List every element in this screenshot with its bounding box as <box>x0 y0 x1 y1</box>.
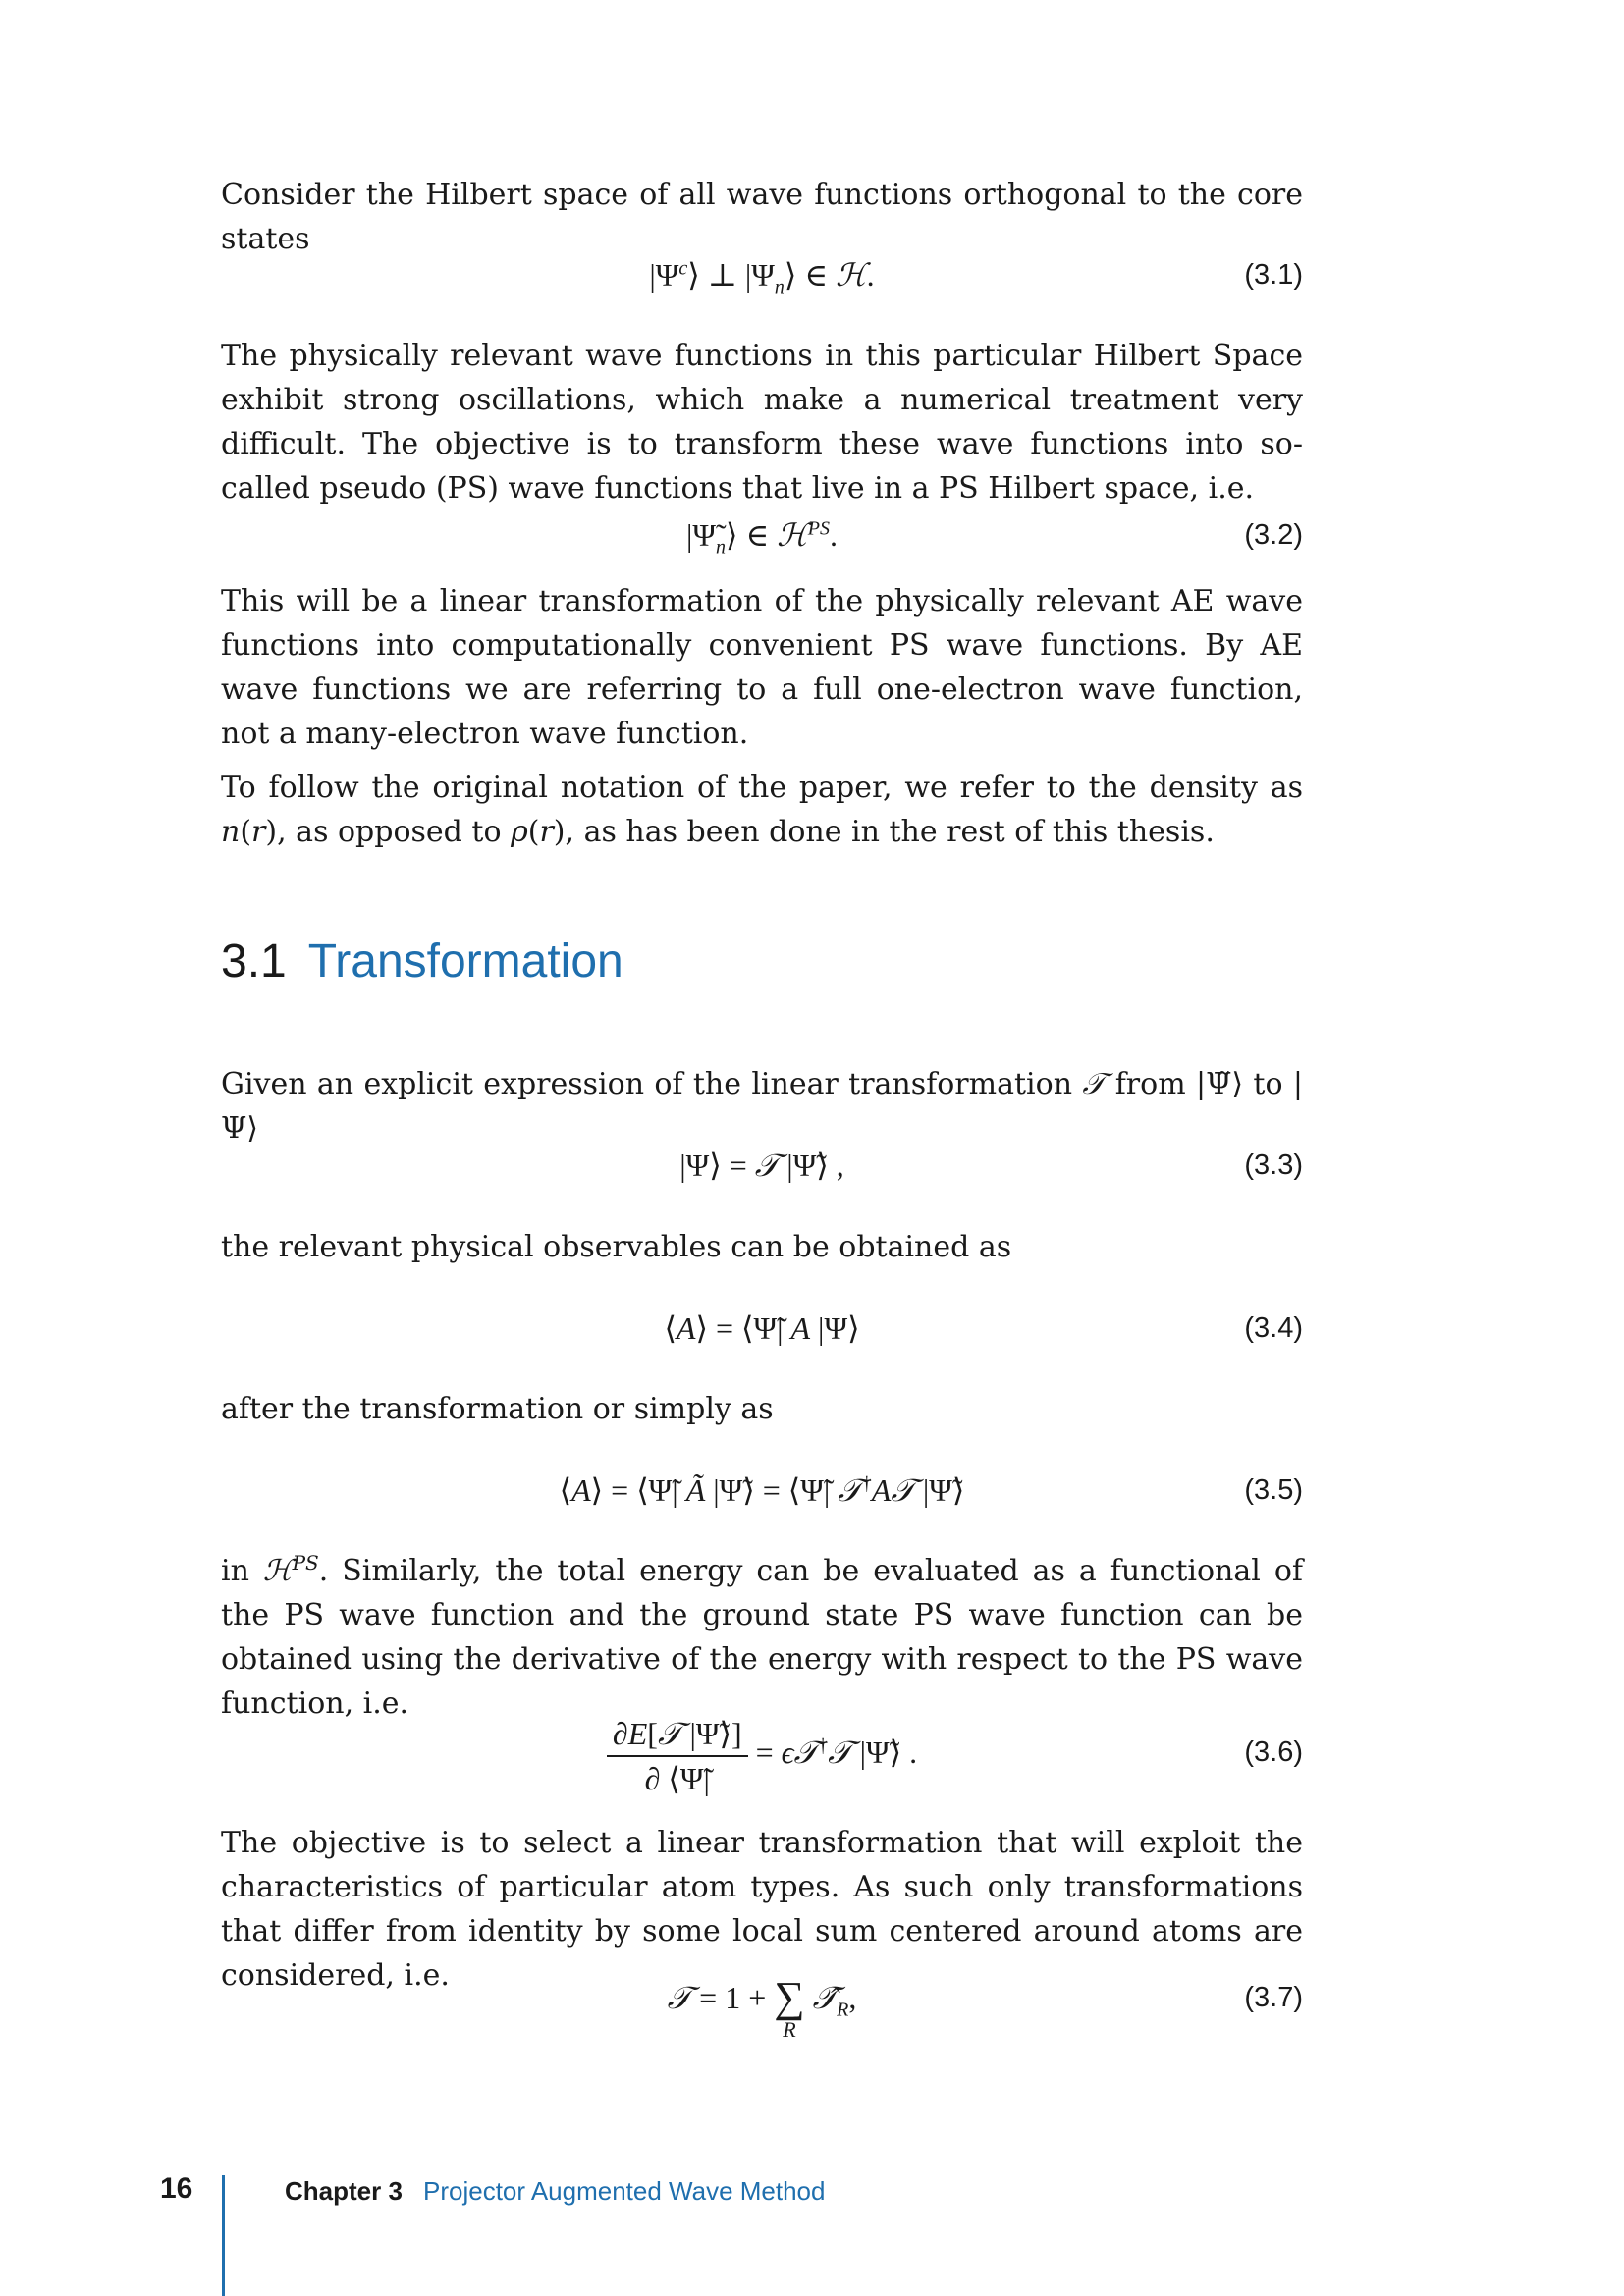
equation-3-6 <box>221 1698 1303 1806</box>
given-text-2: from <box>1114 1067 1186 1101</box>
paragraph-objective: The objective is to select a linear transformation that will exploit the characteristics of particular atom types. As such only transformations that differ from identity by some local sum centered around atoms are considered, i.e. <box>221 1826 1303 1993</box>
equation-3-4-number: (3.4) <box>1244 1312 1303 1344</box>
given-text-3: to <box>1253 1067 1283 1101</box>
paragraph-linear-transformation: This will be a linear transformation of the physically relevant AE wave functions into computationally convenient PS wave functions. By AE wave functions we are referring to a full one-electron wave function, not a many-electron wave function. <box>221 584 1303 751</box>
equation-3-6-math: $\frac{\text{∂E[𝒯 |Ψ̃⟩]}}{\partial ⟨\Psĩ|}$ = ϵ𝒯†𝒯 |Ψ̃⟩ . <box>221 1698 1303 1806</box>
density-n-symbol: n <box>221 815 241 849</box>
paragraph-total-energy: in ℋ$^{PS}$. Similarly, the total energy can be evaluated as a functional of the PS wave function and the ground state PS wave function can be obtained using the derivative of the energy with respect to the PS wave function, i.e. <box>221 1551 1303 1721</box>
given-text-1: Given an explicit expression of the linear transformation <box>221 1067 1073 1101</box>
summation-symbol: ∑ R <box>774 1973 805 2042</box>
energy-text-1: in <box>221 1554 249 1588</box>
equation-3-1-math: $|\Psi^c⟩$ ⊥ $|\Psi_n⟩$ ∈ ℋ. <box>649 257 875 298</box>
equation-3-5 <box>221 1461 1303 1520</box>
paragraph-intro: Consider the Hilbert space of all wave functions orthogonal to the core states <box>221 178 1303 256</box>
paragraph-oscillations: The physically relevant wave functions in this particular Hilbert Space exhibit strong oscillations, which make a numerical treatment very difficult. The objective is to transform these wave functions into so-called pseudo (PS) wave functions that live in a PS Hilbert space, i.e. <box>221 339 1303 506</box>
equation-3-4 <box>221 1299 1303 1358</box>
equation-3-2-number: (3.2) <box>1244 519 1303 551</box>
paragraph-after-transformation: after the transformation or simply as <box>221 1392 774 1426</box>
equation-3-7-math: 𝒯 = 1 + ∑ R $𝒯̂_R$, <box>667 1973 857 2042</box>
equation-3-6-number: (3.6) <box>1244 1736 1303 1768</box>
paragraph-notation: To follow the original notation of the paper, we refer to the density as n(r), as opposed to ρ(r), as has been done in the rest of this thesis. <box>221 771 1303 849</box>
notation-text-2: , as opposed to <box>277 815 502 849</box>
equation-3-2 <box>221 506 1303 564</box>
equation-3-4-math: ⟨A⟩ = ⟨Ψ̃| A |Ψ⟩ <box>664 1310 860 1346</box>
notation-text-1: To follow the original notation of the paper, we refer to the density as <box>221 771 1303 805</box>
paragraph-explicit-expression: Given an explicit expression of the linear transformation 𝒯 from |Ψ̃⟩ to |Ψ⟩ <box>221 1067 1303 1146</box>
footer-divider <box>222 2175 225 2296</box>
equation-3-7-number: (3.7) <box>1244 1982 1303 2013</box>
equation-3-2-math: $|\Psĩ_n⟩$ ∈ ℋ$^{PS}$. <box>685 517 839 559</box>
equation-3-7 <box>221 1968 1303 2056</box>
derivative-fraction: $\frac{\text{∂E[𝒯 |Ψ̃⟩]}}{\partial ⟨\Psĩ|}$ <box>607 1714 748 1798</box>
energy-text-2: . Similarly, the total energy can be evaluated as a functional of the PS wave function and the ground state PS wave function can be obtained using the derivative of the energy with respect to the PS wave function, i.e. <box>221 1554 1303 1721</box>
footer-chapter-title: Projector Augmented Wave Method <box>423 2176 826 2206</box>
section-title: Transformation <box>307 935 623 988</box>
equation-3-1 <box>221 245 1303 304</box>
page-number: 16 <box>160 2172 193 2205</box>
equation-3-3-number: (3.3) <box>1244 1149 1303 1181</box>
section-heading <box>221 933 623 991</box>
equation-3-3-math: |Ψ⟩ = 𝒯 |Ψ̃⟩ , <box>679 1148 844 1183</box>
equation-3-5-math: ⟨A⟩ = ⟨Ψ̃| Ã |Ψ̃⟩ = ⟨Ψ̃| 𝒯†A𝒯 |Ψ̃⟩ <box>559 1472 965 1508</box>
equation-3-1-number: (3.1) <box>1244 259 1303 291</box>
section-number: 3.1 <box>221 935 287 988</box>
equation-3-5-number: (3.5) <box>1244 1474 1303 1506</box>
paragraph-observables: the relevant physical observables can be obtained as <box>221 1230 1012 1264</box>
density-rho-symbol: ρ <box>511 815 528 849</box>
notation-text-3: , as has been done in the rest of this thesis. <box>565 815 1215 849</box>
equation-3-3 <box>221 1136 1303 1195</box>
footer-chapter-label: Chapter 3 <box>285 2176 403 2206</box>
